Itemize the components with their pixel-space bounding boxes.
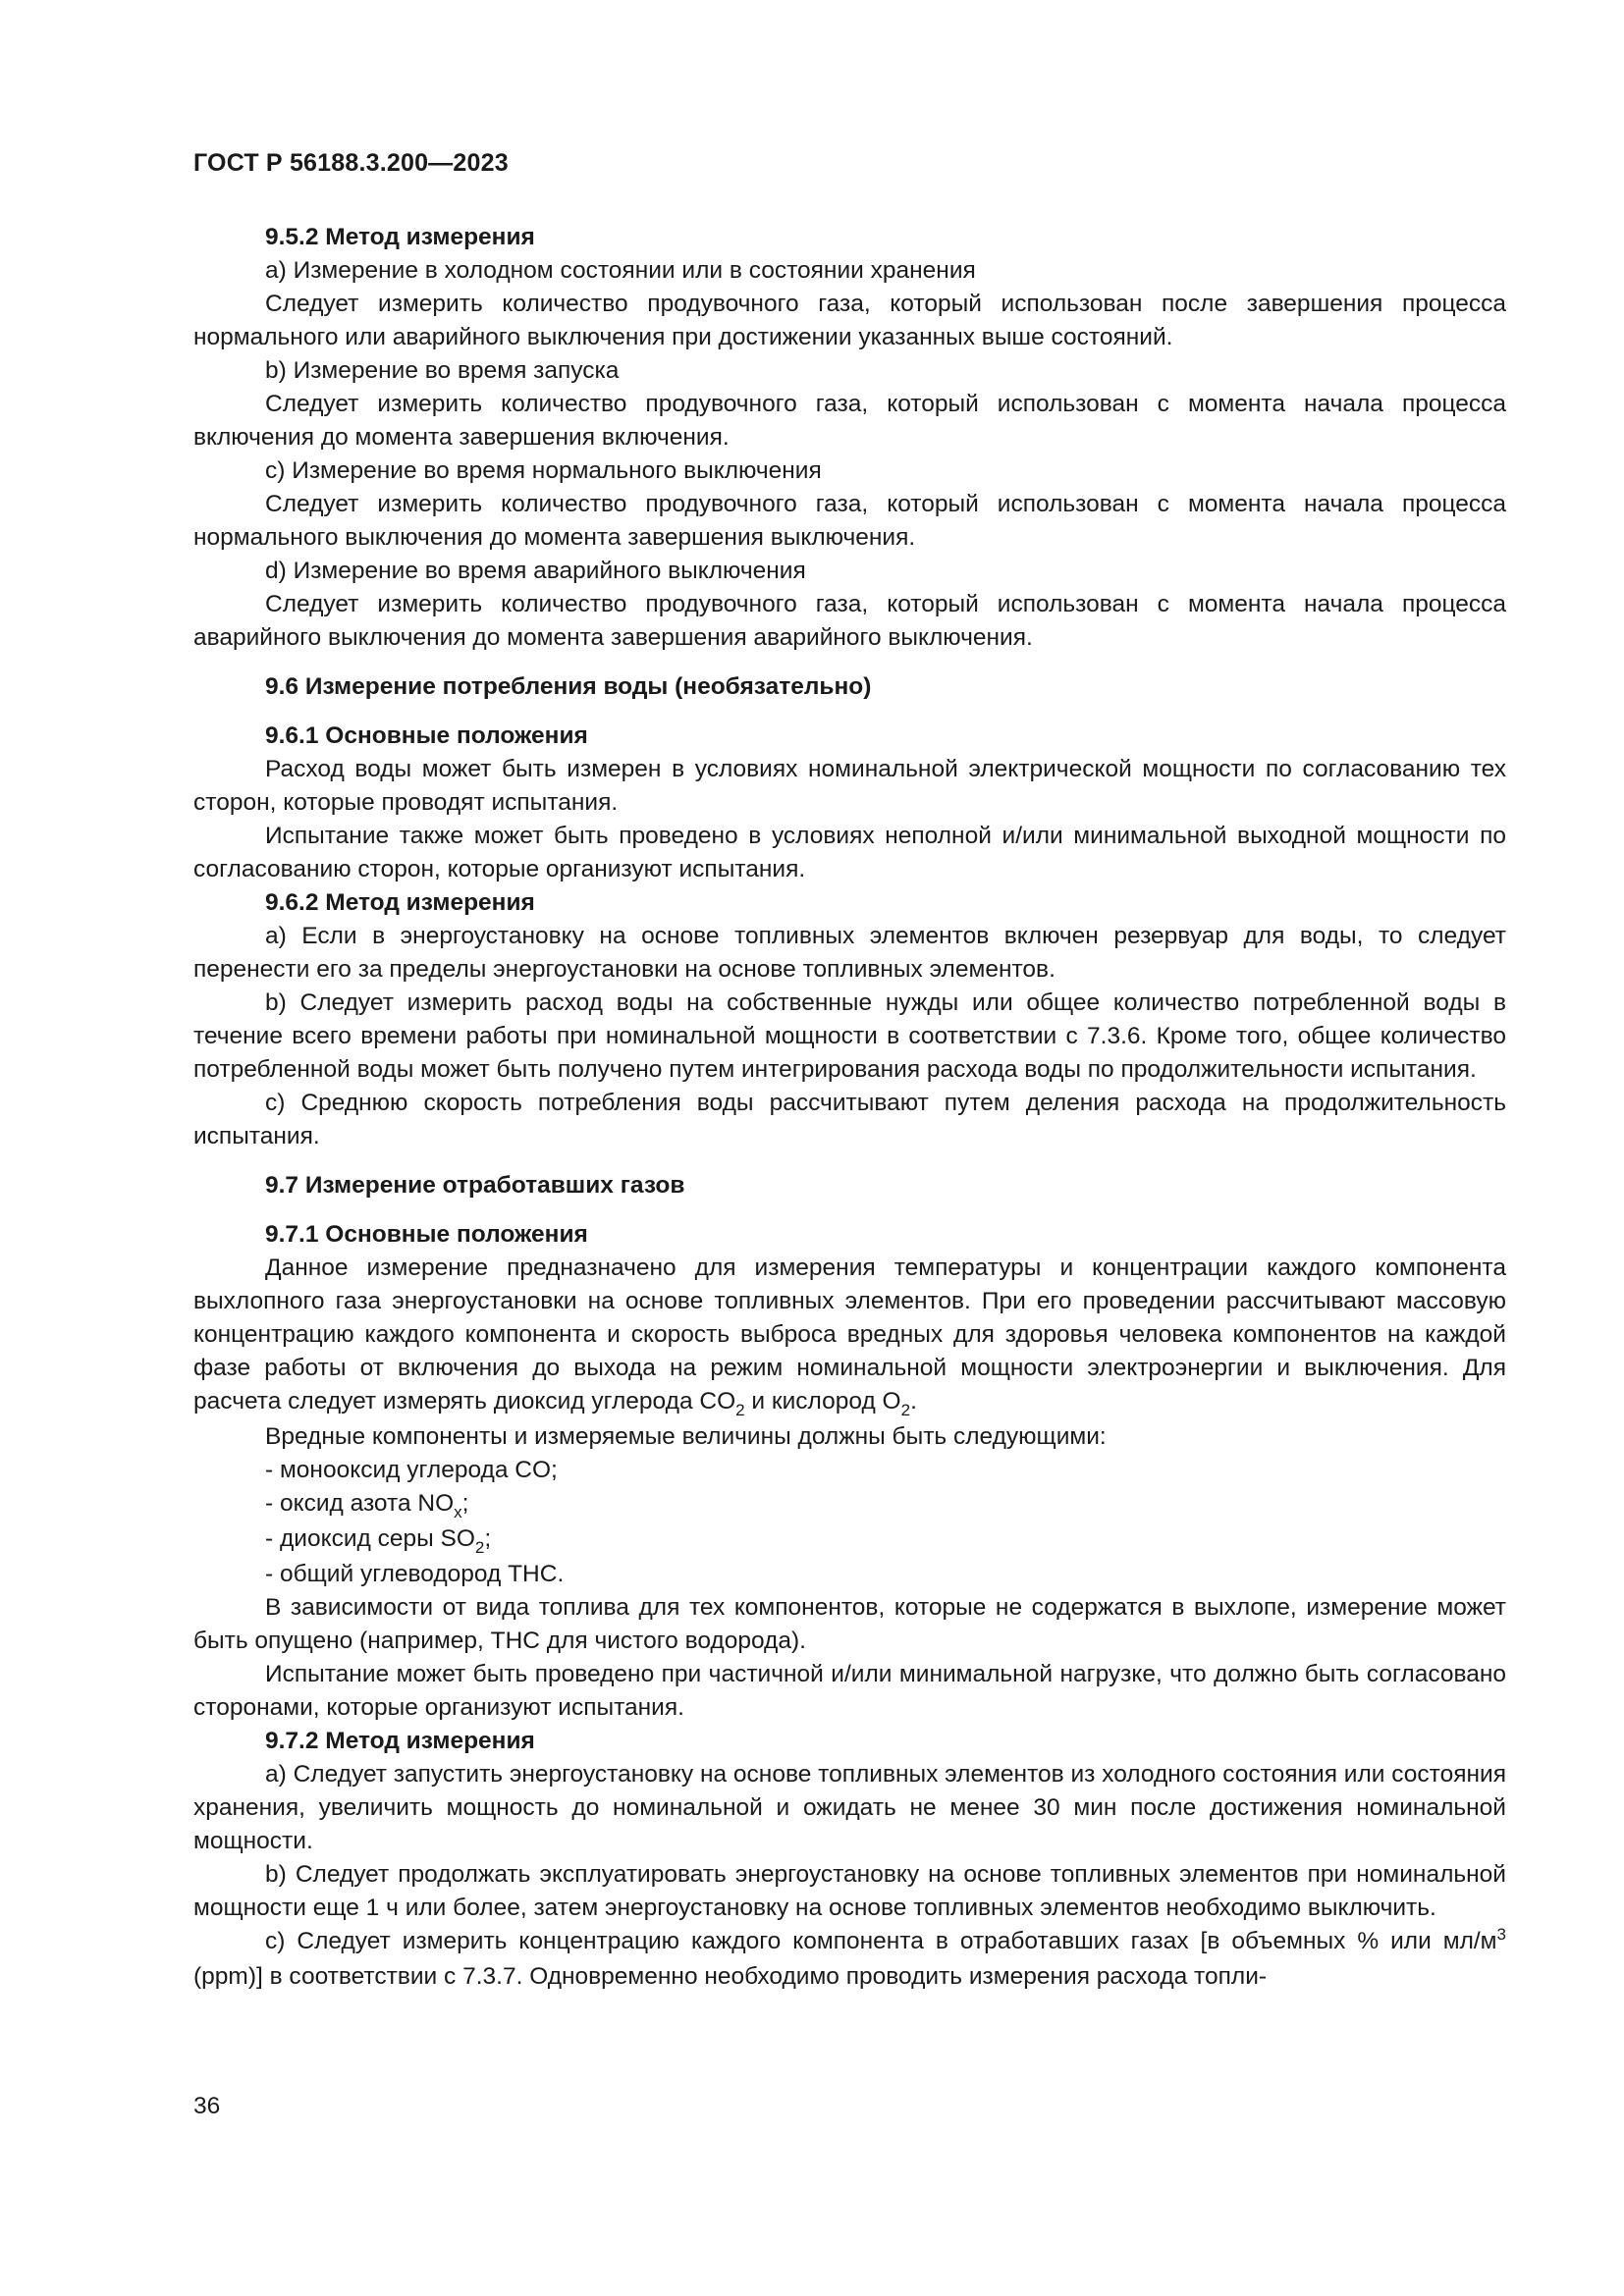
section-9-5-2-text-c: Следует измерить количество продувочного газа, который использован с момента начала процесса нормального выключения до момента завершения выключения. <box>193 491 1506 551</box>
list-item-so2 <box>193 1522 1506 1558</box>
section-9-5-2-text-a: Следует измерить количество продувочного газа, который использован после завершения процесса нормального или аварийного выключения при достижении указанных выше состояний. <box>193 291 1506 350</box>
section-9-7-1-paragraph-4: Испытание может быть проведено при частичной и/или минимальной нагрузке, что должно быть согласовано сторонами, которые организуют испытания. <box>193 1661 1506 1721</box>
page-number: 36 <box>193 2093 221 2119</box>
so2-post: ; <box>484 1525 492 1552</box>
section-9-7-1-paragraph-1 <box>193 1252 1506 1420</box>
list-item-co: - монооксид углерода CO; <box>265 1457 558 1483</box>
section-9-7-1-title: 9.7.1 Основные положения <box>265 1221 588 1248</box>
section-9-6-1-paragraph-2: Испытание также может быть проведено в условиях неполной и/или минимальной выходной мощности по согласованию сторон, которые организуют испытания. <box>193 823 1506 882</box>
section-9-6-2-item-a: а) Если в энергоустановку на основе топливных элементов включен резервуар для воды, то следует перенести его за пределы энергоустановки на основе топливных элементов. <box>193 923 1506 983</box>
p1-main-text: Данное измерение предназначено для измерения температуры и концентрации каждого компонента выхлопного газа энергоустановки на основе топливных элементов. При его проведении рассчитывают массовую концентрацию каждого компонента и скорость выброса вредных для здоровья человека компонентов на каждой фазе работы от включения до выхода на режим номинальной мощности электроэнергии и выключения. Для расчета следует измерять диоксид углерода CO <box>193 1255 1506 1415</box>
section-9-7-title: 9.7 Измерение отработавших газов <box>265 1172 685 1199</box>
so2-subscript: 2 <box>474 1538 485 1557</box>
section-9-7-1-paragraph-3: В зависимости от вида топлива для тех компонентов, которые не содержатся в выхлопе, измерение может быть опущено (например, THC для чистого водорода). <box>193 1594 1506 1654</box>
cubic-superscript: 3 <box>1496 1925 1506 1944</box>
section-9-5-2-item-d: d) Измерение во время аварийного выключения <box>265 558 806 584</box>
section-9-6-2-title: 9.6.2 Метод измерения <box>265 889 535 916</box>
section-9-7-2-title: 9.7.2 Метод измерения <box>265 1728 535 1754</box>
section-9-6-1-paragraph-1: Расход воды может быть измерен в условиях номинальной электрической мощности по согласованию тех сторон, которые проводят испытания. <box>193 756 1506 816</box>
section-9-7-2-item-b: b) Следует продолжать эксплуатировать энергоустановку на основе топливных элементов при номинальной мощности еще 1 ч или более, затем энергоустановку на основе топливных элементов необходимо выключить. <box>193 1861 1506 1921</box>
nox-post: ; <box>461 1490 469 1517</box>
section-9-7-2-item-a: а) Следует запустить энергоустановку на основе топливных элементов из холодного состояния или состояния хранения, увеличить мощность до номинальной и ожидать не менее 30 мин после достижения номинальной мощности. <box>193 1761 1506 1854</box>
nox-text: - оксид азота NO <box>265 1490 455 1517</box>
section-9-5-2-text-d: Следует измерить количество продувочного газа, который использован с момента начала процесса аварийного выключения до момента завершения аварийного выключения. <box>193 591 1506 651</box>
p1-end-text: . <box>910 1388 917 1415</box>
section-9-5-2-item-a: а) Измерение в холодном состоянии или в состоянии хранения <box>265 257 976 284</box>
list-item-nox <box>193 1487 1506 1522</box>
item-c-post: (ppm)] в соответствии с 7.3.7. Одновременно необходимо проводить измерения расхода топли- <box>193 1963 1268 1990</box>
document-header: ГОСТ Р 56188.3.200—2023 <box>193 149 509 177</box>
section-9-5-2-text-b: Следует измерить количество продувочного газа, который использован с момента начала процесса включения до момента завершения включения. <box>193 391 1506 451</box>
section-9-6-2-item-c: с) Среднюю скорость потребления воды рассчитывают путем деления расхода на продолжительность испытания. <box>193 1090 1506 1149</box>
section-9-5-2-item-c: с) Измерение во время нормального выключения <box>265 457 822 484</box>
nox-subscript: x <box>454 1503 462 1522</box>
section-9-6-2-item-b: b) Следует измерить расход воды на собственные нужды или общее количество потребленной воды в течение всего времени работы при номинальной мощности в соответствии с 7.3.6. Кроме того, общее количество потребленной воды может быть получено путем интегрирования расхода воды по продолжительности испытания. <box>193 989 1506 1083</box>
section-9-5-2-title: 9.5.2 Метод измерения <box>265 224 535 250</box>
item-c-text: с) Следует измерить концентрацию каждого компонента в отработавших газах [в объемных % или мл/м <box>265 1928 1497 1954</box>
section-9-6-1-title: 9.6.1 Основные положения <box>265 722 588 749</box>
o2-subscript: 2 <box>900 1401 911 1419</box>
so2-text: - диоксид серы SO <box>265 1525 475 1552</box>
document-body <box>193 221 1506 1994</box>
section-9-7-2-item-c <box>193 1925 1506 1994</box>
section-9-7-1-paragraph-2: Вредные компоненты и измеряемые величины должны быть следующими: <box>265 1423 1107 1450</box>
section-9-5-2-item-b: b) Измерение во время запуска <box>265 357 620 384</box>
list-item-thc: - общий углеводород THC. <box>265 1561 565 1587</box>
p1-mid-text: и кислород O <box>744 1388 901 1415</box>
section-9-6-title: 9.6 Измерение потребления воды (необязательно) <box>265 673 872 700</box>
co2-subscript: 2 <box>735 1401 745 1419</box>
